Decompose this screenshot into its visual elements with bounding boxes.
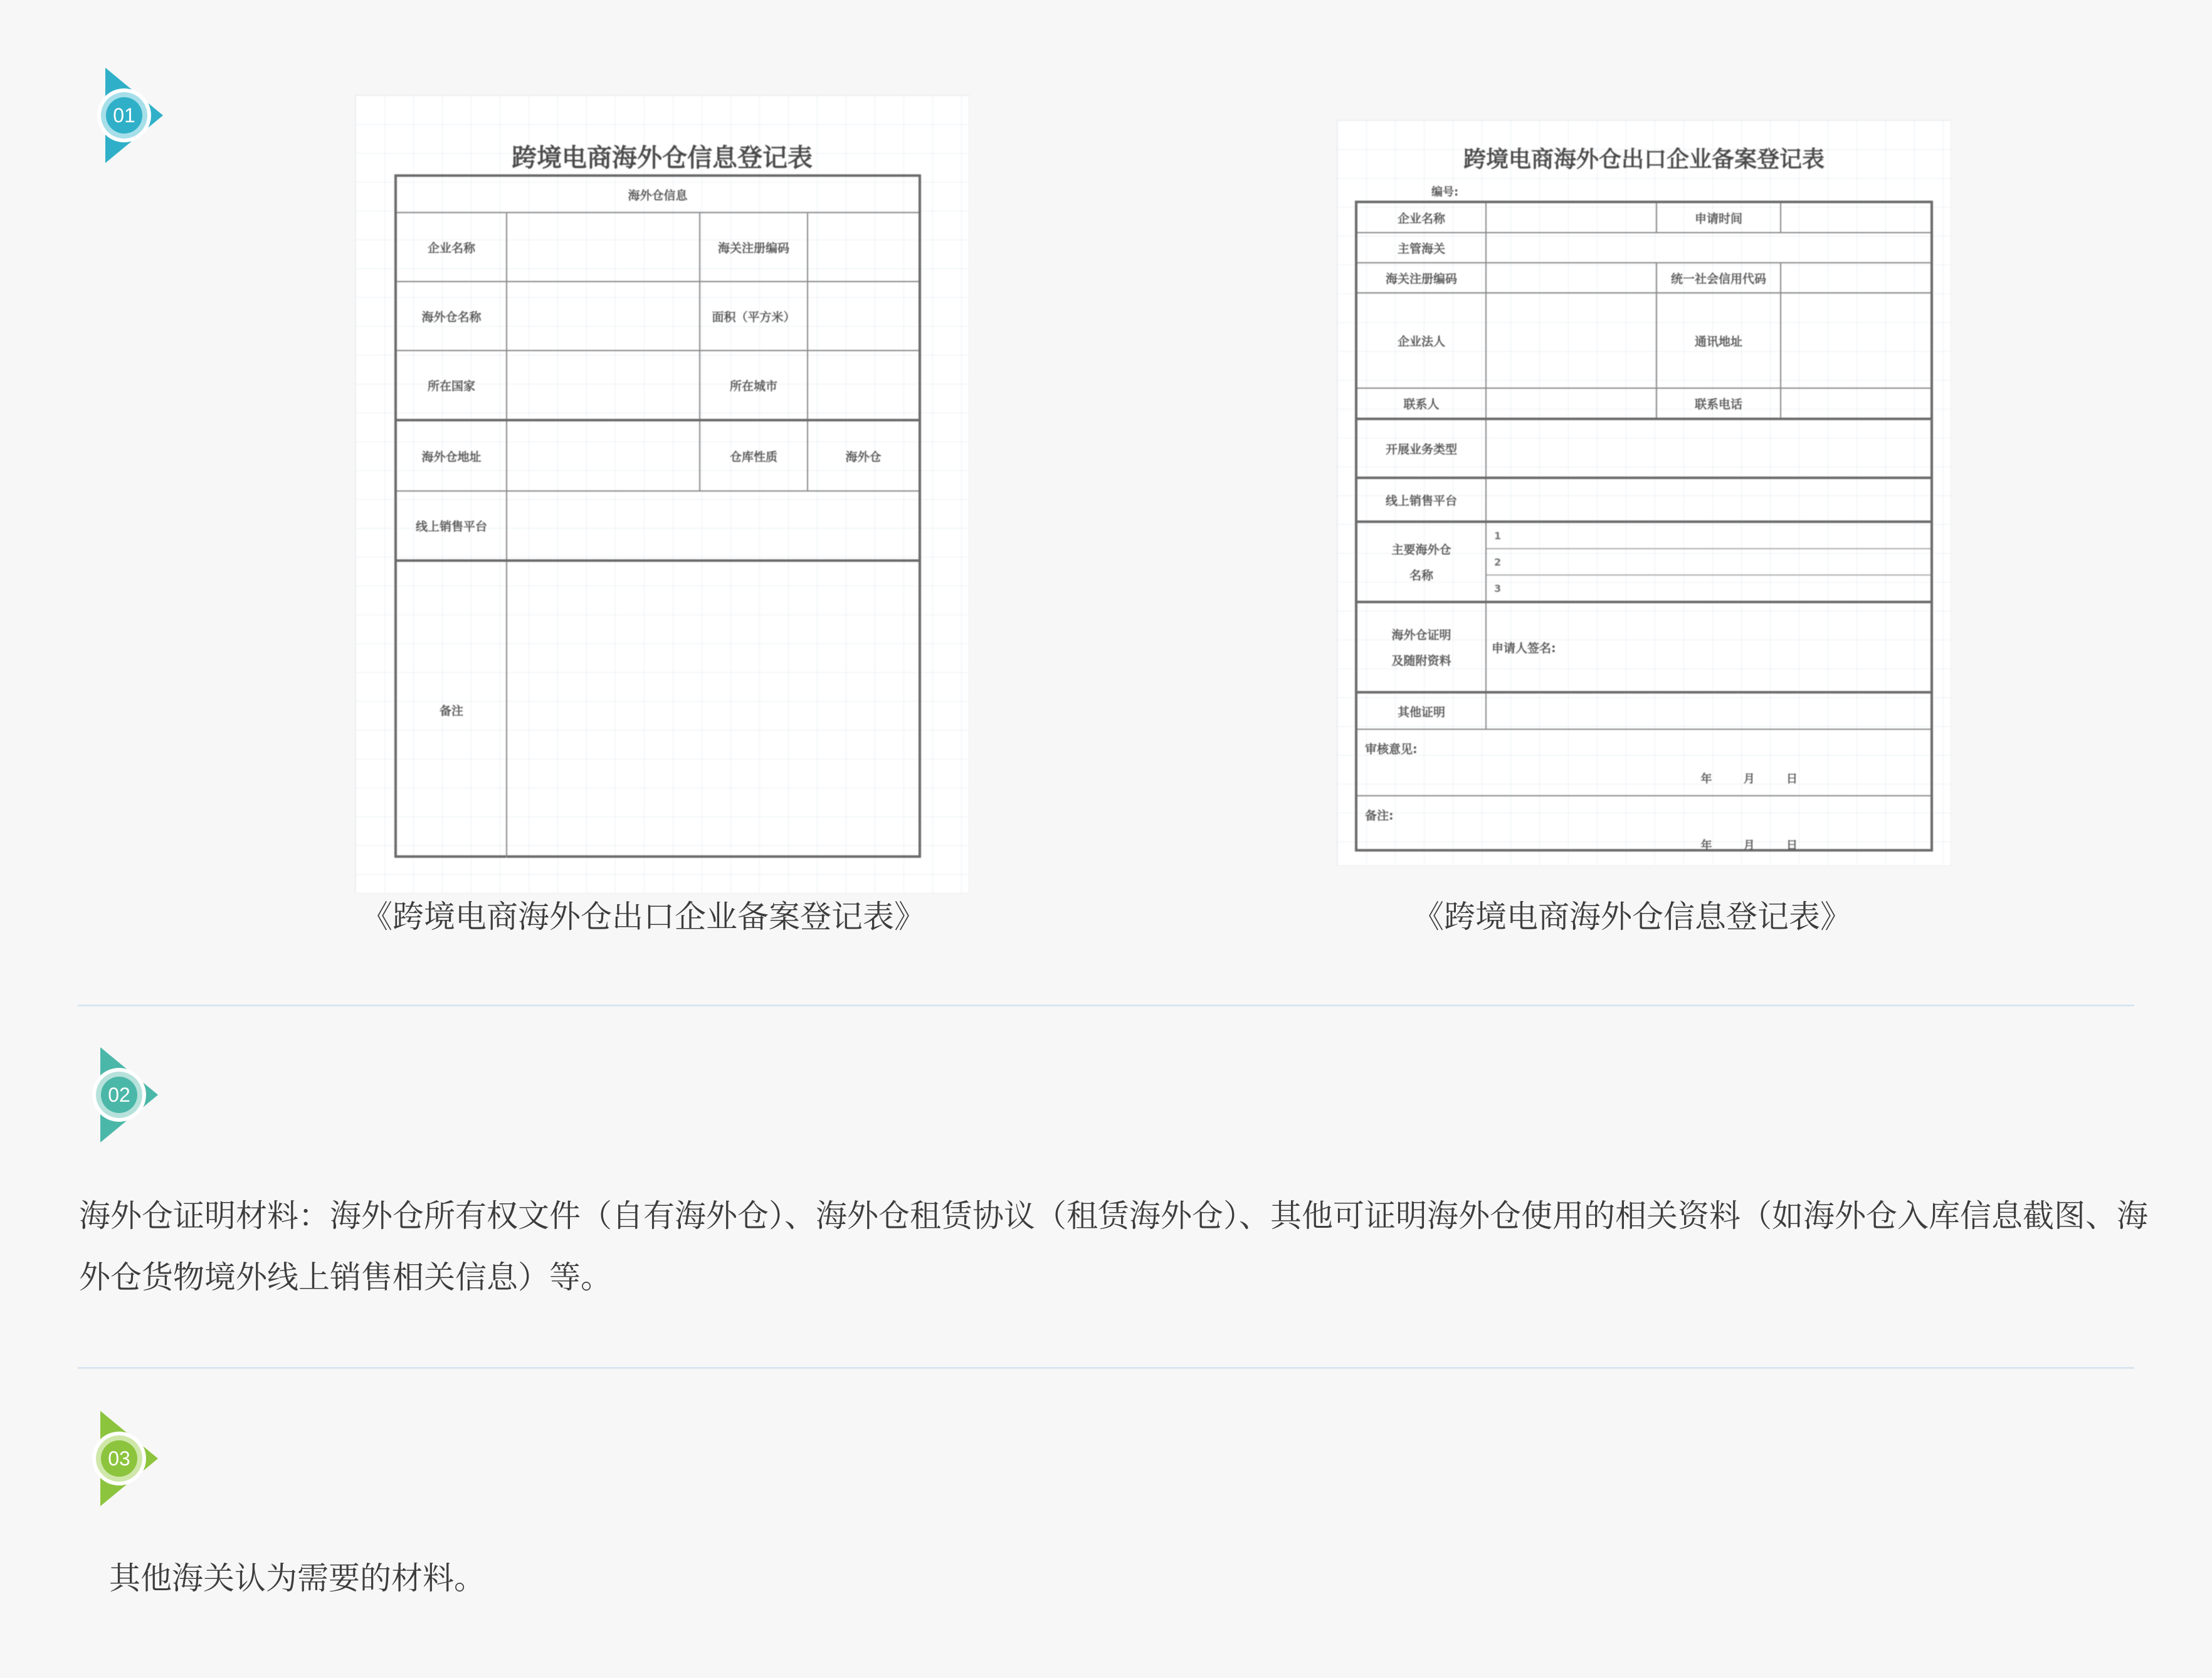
field-label: 联系电话 [1656,389,1780,418]
section-01-number: 01 [113,103,135,127]
field-label: 海外仓名称 [421,310,482,324]
caption-right: 《跨境电商海外仓信息登记表》 [1413,899,1851,935]
section-03-number: 03 [108,1447,130,1470]
section-02-text: 海外仓证明材料：海外仓所有权文件（自有海外仓）、海外仓租赁协议（租赁海外仓）、其他可证明海外仓使用的相关资料（如海外仓入库信息截图、海外仓货物境外线上销售相关信息）等。 [79,1198,2148,1295]
form-section-header: 海外仓信息 [628,188,688,203]
field-label: 海外仓证明 [1391,628,1451,642]
form-title: 跨境电商海外仓信息登记表 [512,144,813,172]
field-label: 海外仓地址 [421,450,482,464]
field-label: 名称 [1409,569,1433,583]
section-divider [78,1005,2134,1006]
field-label: 备注: [1365,809,1394,823]
section-02-badge [75,1045,163,1145]
field-label: 企业名称 [1397,211,1445,226]
form-title: 跨境电商海外仓出口企业备案登记表 [1463,147,1825,172]
field-label-group [1357,603,1485,691]
field-label: 面积（平方米） [699,282,807,350]
section-03-badge [75,1408,163,1509]
field-label: 备注 [439,704,463,718]
date-placeholder: 年 月 日 [1700,839,1798,852]
field-label: 审核意见: [1365,742,1418,756]
list-item: 3 [1487,574,1930,601]
field-label: 主管海关 [1397,241,1445,256]
review-box [1357,730,1930,795]
field-value: 申请人签名: [1485,603,1930,691]
field-label: 海关注册编码 [699,213,807,281]
section-01-badge [80,65,168,166]
field-label: 企业法人 [1397,334,1445,349]
field-label: 企业名称 [427,241,475,255]
section-02-number: 02 [108,1083,130,1106]
form-table [394,174,921,858]
field-label: 线上销售平台 [415,519,487,534]
field-value: 海外仓 [807,421,919,490]
field-label: 申请时间 [1656,203,1780,232]
field-label: 主要海外仓 [1391,543,1451,557]
section-03-text: 其他海关认为需要的材料。 [109,1560,485,1596]
field-label: 及随附资料 [1391,654,1451,668]
warehouse-list [1485,523,1930,601]
field-label: 统一社会信用代码 [1656,263,1780,292]
form-serial: 编号: [1431,186,1459,199]
field-label: 所在国家 [427,379,475,393]
section-divider [78,1367,2134,1369]
date-placeholder: 年 月 日 [1700,773,1798,786]
field-label: 其他证明 [1397,705,1445,719]
field-label: 联系人 [1403,397,1440,411]
remark-box [1357,796,1930,862]
field-label: 通讯地址 [1656,293,1780,388]
list-item: 2 [1487,548,1930,574]
warehouse-info-form-image [356,95,969,893]
caption-left: 《跨境电商海外仓出口企业备案登记表》 [361,899,925,935]
field-label: 仓库性质 [699,421,807,490]
field-label-group [1357,523,1485,601]
field-label: 线上销售平台 [1385,493,1457,508]
export-enterprise-form-image [1337,120,1951,865]
field-label: 海关注册编码 [1385,272,1457,286]
form-table [1355,201,1933,852]
list-item: 1 [1494,529,1502,542]
field-label: 开展业务类型 [1385,442,1457,456]
field-label: 所在城市 [699,351,807,419]
